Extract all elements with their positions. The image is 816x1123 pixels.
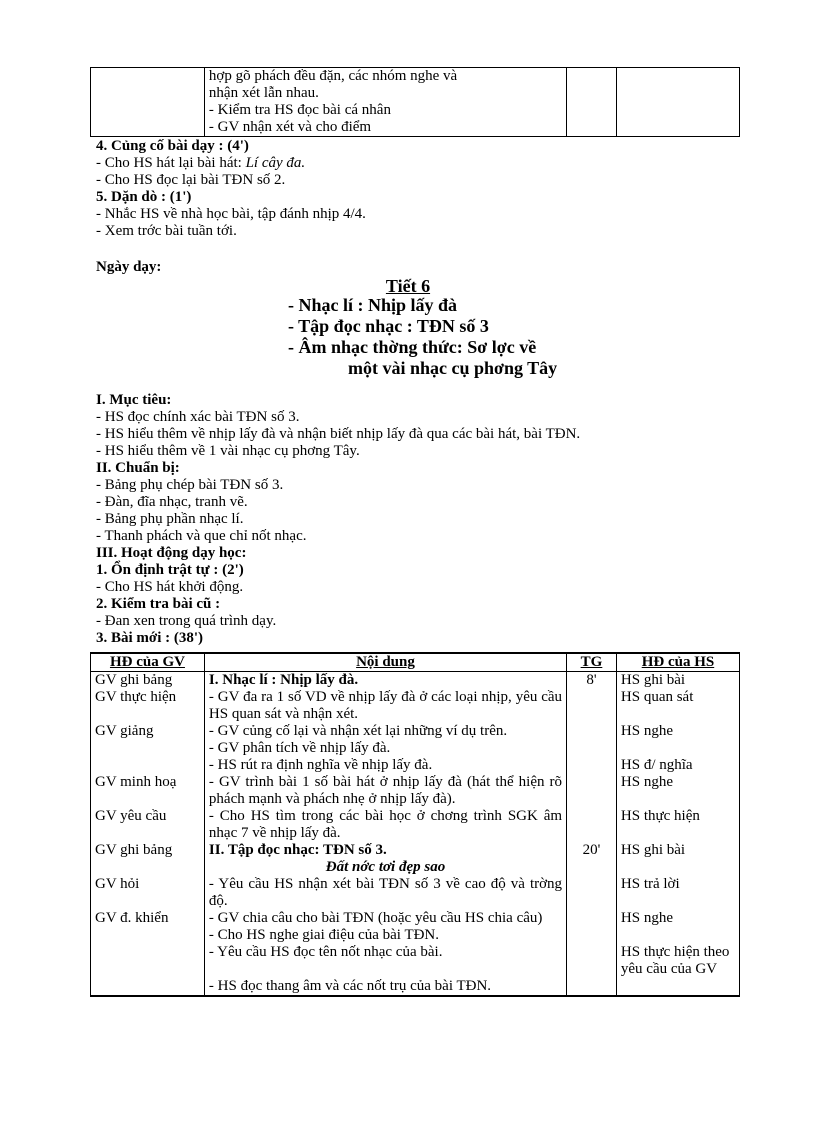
content-line: hợp gõ phách đều đặn, các nhóm nghe và bbox=[208, 68, 458, 84]
table-row bbox=[91, 672, 740, 690]
tg-cell bbox=[567, 723, 617, 740]
gv-cell: GV thực hiện bbox=[91, 689, 205, 723]
consolidation-heading: 4. Củng cố bài dạy : (4') bbox=[96, 138, 249, 154]
hs-cell: HS thực hiện bbox=[616, 808, 739, 842]
objective-item: - HS đọc chính xác bài TĐN số 3. bbox=[96, 409, 300, 425]
lesson-topic: - Nhạc lí : Nhịp lấy đà bbox=[288, 295, 458, 315]
table-row bbox=[91, 808, 740, 842]
content-cell bbox=[204, 842, 566, 876]
table-row bbox=[91, 978, 740, 996]
gv-cell bbox=[91, 68, 205, 137]
order-line: - Cho HS hát khởi động. bbox=[96, 579, 244, 595]
objectives-section bbox=[96, 392, 736, 647]
content-cell bbox=[204, 68, 566, 137]
content-cell: I. Nhạc lí : Nhịp lấy đà. bbox=[204, 672, 566, 690]
table-row bbox=[91, 68, 740, 137]
table-row bbox=[91, 757, 740, 774]
tg-cell bbox=[567, 876, 617, 910]
header-content: Nội dung bbox=[204, 653, 566, 672]
preparation-item: - Đàn, đĩa nhạc, tranh vẽ. bbox=[96, 494, 248, 510]
table-row bbox=[91, 927, 740, 944]
objective-item: - HS hiểu thêm về nhịp lấy đà và nhận biết nhịp lấy đà qua các bài hát, bài TĐN. bbox=[96, 426, 581, 442]
preparation-item: - Thanh phách và que chỉ nốt nhạc. bbox=[96, 528, 307, 544]
gv-cell: GV minh hoạ bbox=[91, 774, 205, 808]
new-lesson-heading: 3. Bài mới : (38') bbox=[96, 630, 204, 646]
gv-cell: GV ghi bảng bbox=[91, 842, 205, 876]
hs-cell: HS thực hiện theo yêu cầu của GV bbox=[616, 944, 739, 978]
header-gv: HĐ của GV bbox=[91, 653, 205, 672]
song-title: Đất nớc tơi đẹp sao bbox=[325, 859, 446, 875]
tg-cell bbox=[567, 978, 617, 996]
consolidation-section bbox=[96, 138, 736, 240]
gv-cell bbox=[91, 944, 205, 978]
lesson-title bbox=[0, 276, 816, 297]
table-row bbox=[91, 723, 740, 740]
tg-cell bbox=[567, 910, 617, 927]
consolidation-line bbox=[96, 155, 736, 172]
hs-cell bbox=[616, 927, 739, 944]
gv-cell: GV yêu cầu bbox=[91, 808, 205, 842]
tg-cell bbox=[567, 808, 617, 842]
tg-cell bbox=[567, 740, 617, 757]
lesson-topics bbox=[288, 295, 688, 379]
content-cell: - Yêu cầu HS đọc tên nốt nhạc của bài. bbox=[204, 944, 566, 978]
table-row bbox=[91, 774, 740, 808]
content-cell: - HS rút ra định nghĩa về nhịp lấy đà. bbox=[204, 757, 566, 774]
content-line: - Kiểm tra HS đọc bài cá nhân bbox=[208, 102, 391, 118]
gv-cell bbox=[91, 757, 205, 774]
activities-heading: III. Hoạt động dạy học: bbox=[96, 545, 247, 561]
date-label: Ngày dạy: bbox=[96, 259, 162, 275]
gv-cell bbox=[91, 740, 205, 757]
lesson-topic: - Tập đọc nhạc : TĐN số 3 bbox=[288, 316, 489, 336]
tg-cell bbox=[567, 774, 617, 808]
check-heading: 2. Kiểm tra bài cũ : bbox=[96, 596, 221, 612]
tg-cell bbox=[567, 944, 617, 978]
hs-cell: HS nghe bbox=[616, 723, 739, 740]
content-cell: - GV đa ra 1 số VD về nhịp lấy đà ở các loại nhịp, yêu cầu HS quan sát và nhận xét. bbox=[204, 689, 566, 723]
hs-cell bbox=[616, 978, 739, 996]
homework-line: - Nhắc HS về nhà học bài, tập đánh nhịp 4/4. bbox=[96, 206, 366, 222]
hs-cell: HS trả lời bbox=[616, 876, 739, 910]
order-heading: 1. Ổn định trật tự : (2') bbox=[96, 562, 244, 578]
content-cell: - Cho HS tìm trong các bài học ở chơng trình SGK âm nhạc 7 về nhịp lấy đà. bbox=[204, 808, 566, 842]
consolidation-line: - Cho HS đọc lại bài TĐN số 2. bbox=[96, 172, 286, 188]
hs-cell: HS đ/ nghĩa bbox=[616, 757, 739, 774]
check-line: - Đan xen trong quá trình dạy. bbox=[96, 613, 277, 629]
table-row bbox=[91, 689, 740, 723]
consolidation-line-text: - Cho HS hát lại bài hát: bbox=[96, 155, 246, 171]
tg-cell bbox=[567, 689, 617, 723]
table-row bbox=[91, 910, 740, 927]
continuation-table bbox=[90, 67, 740, 137]
tg-cell bbox=[567, 68, 617, 137]
content-line: nhận xét lẫn nhau. bbox=[208, 85, 319, 101]
content-cell: - GV chia câu cho bài TĐN (hoặc yêu cầu HS chia câu) bbox=[204, 910, 566, 927]
table-row bbox=[91, 944, 740, 978]
content-line: - GV nhận xét và cho điểm bbox=[208, 119, 372, 135]
objective-item: - HS hiểu thêm về 1 vài nhạc cụ phơng Tây. bbox=[96, 443, 360, 459]
gv-cell: GV đ. khiển bbox=[91, 910, 205, 927]
preparation-item: - Bảng phụ chép bài TĐN số 3. bbox=[96, 477, 284, 493]
content-cell: - GV phân tích về nhịp lấy đà. bbox=[204, 740, 566, 757]
preparation-heading: II. Chuẩn bị: bbox=[96, 460, 180, 476]
hs-cell: HS ghi bài bbox=[616, 842, 739, 876]
header-tg: TG bbox=[567, 653, 617, 672]
lesson-topic: - Âm nhạc thờng thức: Sơ lợc về bbox=[288, 337, 537, 357]
hs-cell: HS nghe bbox=[616, 774, 739, 808]
header-hs: HĐ của HS bbox=[616, 653, 739, 672]
content-cell: - GV trình bài 1 số bài hát ở nhịp lấy đà (hát thể hiện rõ phách mạnh và phách nhẹ ở nhịp lấy đà). bbox=[204, 774, 566, 808]
homework-line: - Xem trớc bài tuần tới. bbox=[96, 223, 237, 239]
gv-cell: GV hỏi bbox=[91, 876, 205, 910]
tg-cell: 20' bbox=[567, 842, 617, 876]
lesson-topic: một vài nhạc cụ phơng Tây bbox=[348, 358, 558, 378]
table-row bbox=[91, 740, 740, 757]
objectives-heading: I. Mục tiêu: bbox=[96, 392, 172, 408]
hs-cell bbox=[616, 740, 739, 757]
tg-cell bbox=[567, 757, 617, 774]
table-row bbox=[91, 876, 740, 910]
section-title: II. Tập đọc nhạc: TĐN số 3. bbox=[208, 842, 387, 858]
hs-cell: HS ghi bài bbox=[616, 672, 739, 690]
lesson-number: Tiết 6 bbox=[385, 276, 431, 296]
content-cell: - GV củng cố lại và nhận xét lại những ví dụ trên. bbox=[204, 723, 566, 740]
tg-cell bbox=[567, 927, 617, 944]
homework-heading: 5. Dặn dò : (1') bbox=[96, 189, 192, 205]
gv-cell bbox=[91, 927, 205, 944]
content-cell: - Yêu cầu HS nhận xét bài TĐN số 3 về cao độ và trờng độ. bbox=[204, 876, 566, 910]
content-cell: - Cho HS nghe giai điệu của bài TĐN. bbox=[204, 927, 566, 944]
table-header-row bbox=[91, 653, 740, 672]
content-cell: - HS đọc thang âm và các nốt trụ của bài TĐN. bbox=[204, 978, 566, 996]
song-title: Lí cây đa. bbox=[245, 155, 306, 171]
table-row bbox=[91, 842, 740, 876]
gv-cell: GV ghi bảng bbox=[91, 672, 205, 690]
hs-cell: HS nghe bbox=[616, 910, 739, 927]
tg-cell: 8' bbox=[567, 672, 617, 690]
preparation-item: - Bảng phụ phần nhạc lí. bbox=[96, 511, 244, 527]
activity-table bbox=[90, 652, 740, 997]
gv-cell bbox=[91, 978, 205, 996]
gv-cell: GV giảng bbox=[91, 723, 205, 740]
hs-cell: HS quan sát bbox=[616, 689, 739, 723]
hs-cell bbox=[616, 68, 739, 137]
